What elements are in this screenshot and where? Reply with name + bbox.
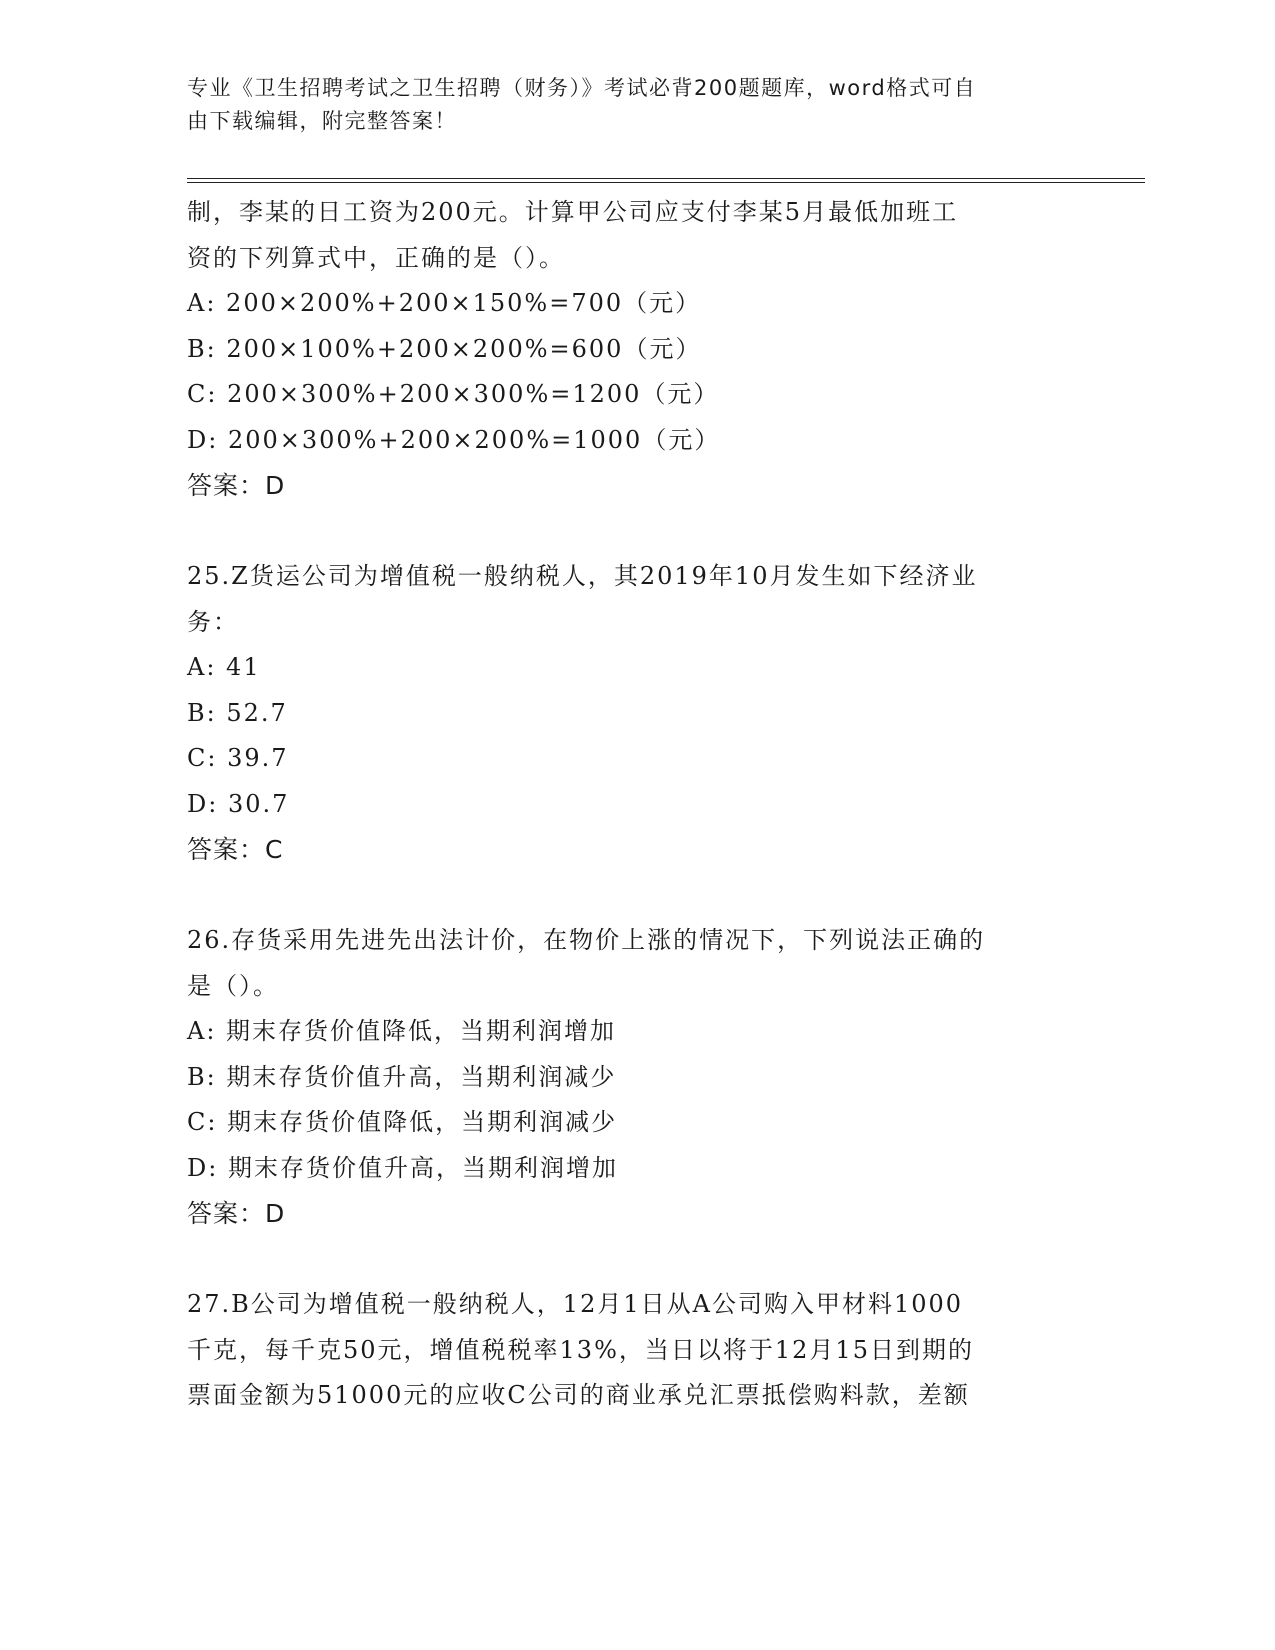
option-b: B: 52.7	[187, 698, 288, 727]
question-gap	[187, 1237, 1087, 1283]
question-text: 26.存货采用先进先出法计价，在物价上涨的情况下，下列说法正确的	[187, 926, 986, 954]
question-list	[187, 190, 1087, 1419]
header-divider-thick	[187, 182, 1145, 183]
question-text: 票面金额为51000元的应收C公司的商业承兑汇票抵偿购料款，差额	[187, 1381, 970, 1409]
header-line-2: 由下载编辑，附完整答案！	[187, 109, 457, 133]
question-26	[187, 918, 1087, 1237]
question-text: 是（）。	[187, 971, 279, 1000]
question-gap	[187, 873, 1087, 919]
question-gap	[187, 509, 1087, 555]
header-divider-thin	[187, 178, 1145, 179]
option-d: D: 30.7	[187, 789, 290, 818]
answer-line: 答案：D	[187, 1199, 286, 1228]
question-text: 千克，每千克50元，增值税税率13%，当日以将于12月15日到期的	[187, 1335, 974, 1364]
question-27	[187, 1282, 1087, 1419]
document-header	[187, 72, 1067, 138]
option-a: A: 200×200%+200×150%=700（元）	[187, 289, 702, 317]
question-24-continuation	[187, 190, 1087, 509]
option-a: A: 期末存货价值降低，当期利润增加	[187, 1017, 617, 1045]
option-c: C: 39.7	[187, 744, 289, 772]
option-d: D: 200×300%+200×200%=1000（元）	[187, 425, 721, 454]
question-25	[187, 554, 1087, 873]
option-b: B: 200×100%+200×200%=600（元）	[187, 334, 702, 363]
option-c: C: 期末存货价值降低，当期利润减少	[187, 1108, 618, 1136]
question-text: 25.Z货运公司为增值税一般纳税人，其2019年10月发生如下经济业	[187, 562, 978, 590]
option-c: C: 200×300%+200×300%=1200（元）	[187, 380, 720, 408]
question-text: 制，李某的日工资为200元。计算甲公司应支付李某5月最低加班工	[187, 198, 959, 226]
question-text: 27.B公司为增值税一般纳税人，12月1日从A公司购入甲材料1000	[187, 1290, 964, 1318]
option-a: A: 41	[187, 653, 261, 681]
answer-line: 答案：D	[187, 471, 286, 500]
question-text: 务：	[187, 607, 239, 636]
answer-line: 答案：C	[187, 835, 284, 864]
header-line-1: 专业《卫生招聘考试之卫生招聘（财务）》考试必背200题题库，word格式可自	[187, 76, 977, 100]
question-text: 资的下列算式中，正确的是（）。	[187, 243, 565, 272]
option-b: B: 期末存货价值升高，当期利润减少	[187, 1062, 617, 1091]
option-d: D: 期末存货价值升高，当期利润增加	[187, 1153, 618, 1182]
